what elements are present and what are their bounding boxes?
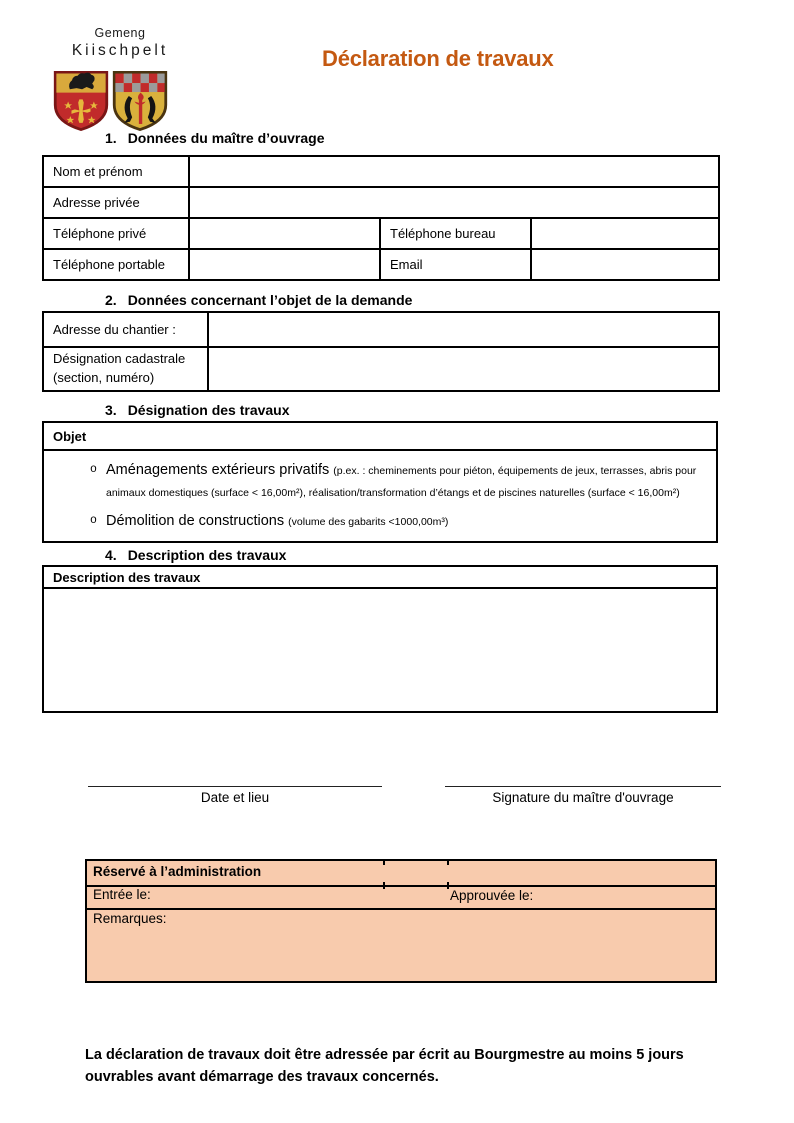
section-3-heading — [105, 402, 290, 418]
admin-dates-row — [86, 886, 716, 909]
objet-options-list — [44, 460, 716, 532]
date-signature-label: Date et lieu — [200, 790, 270, 805]
admin-table-tick — [383, 882, 385, 889]
owner-signature-block — [445, 786, 721, 805]
section-4-heading — [105, 547, 286, 563]
admin-table-tick — [383, 859, 385, 865]
tel-portable-value-cell[interactable] — [189, 249, 380, 280]
table-row — [43, 588, 717, 712]
tel-prive-label: Téléphone privé — [43, 218, 189, 249]
objet-option-amenagements[interactable] — [44, 460, 716, 502]
objet-option-text — [106, 460, 716, 502]
table-row — [86, 909, 716, 982]
bullet-circle-icon: o — [90, 463, 97, 476]
coat-of-arms-lion-cross-icon — [53, 70, 109, 132]
table-row — [86, 860, 716, 886]
table-row — [43, 347, 719, 391]
owner-signature-label: Signature du maître d'ouvrage — [492, 790, 674, 805]
owner-data-table — [42, 155, 720, 281]
tel-portable-label: Téléphone portable — [43, 249, 189, 280]
objet-option-detail: (volume des gabarits <1000,00m³) — [288, 515, 449, 528]
objet-option-text — [106, 511, 716, 533]
email-label: Email — [380, 249, 531, 280]
objet-option-main: Démolition de constructions — [106, 512, 289, 529]
table-row — [86, 886, 716, 909]
bullet-circle-icon: o — [90, 513, 97, 527]
adresse-value-cell[interactable] — [189, 187, 719, 218]
table-row — [43, 450, 717, 542]
designation-label-line1: Désignation cadastrale — [53, 351, 186, 367]
page-title: Déclaration de travaux — [322, 46, 554, 71]
commune-logo — [40, 26, 200, 60]
nom-value-cell[interactable] — [189, 156, 719, 187]
designation-value-cell[interactable] — [208, 347, 719, 391]
section-3-number: 3. — [105, 402, 117, 418]
designation-label-line2: (section, numéro) — [53, 370, 155, 385]
description-table — [42, 565, 718, 713]
entree-label: Entrée le: — [93, 887, 151, 902]
nom-label: Nom et prénom — [43, 156, 189, 187]
objet-option-demolition[interactable] — [44, 511, 716, 533]
description-header: Description des travaux — [43, 566, 717, 588]
objet-option-main: Aménagements extérieurs privatifs — [106, 462, 334, 478]
admin-table-tick — [447, 882, 449, 889]
section-1-title: Données du maître d’ouvrage — [127, 130, 325, 146]
adresse-label: Adresse privée — [43, 187, 189, 218]
table-row — [43, 422, 717, 450]
description-input-area[interactable] — [43, 588, 717, 712]
tel-bureau-label: Téléphone bureau — [380, 218, 531, 249]
coat-of-arms-checky-fish-icon — [112, 70, 168, 132]
coat-of-arms — [53, 70, 168, 132]
objet-options-cell — [43, 450, 717, 542]
section-2-number: 2. — [105, 292, 117, 308]
table-row — [43, 156, 719, 187]
commune-name-line1: Gemeng — [94, 26, 146, 40]
table-row — [43, 312, 719, 347]
approuvee-label: Approuvée le: — [450, 888, 534, 903]
chantier-label: Adresse du chantier : — [43, 312, 208, 347]
section-1-number: 1. — [105, 130, 117, 146]
footer-note: La déclaration de travaux doit être adressée par écrit au Bourgmestre au moins 5 jours ouvrables avant démarrage des travaux concernés. — [85, 1047, 684, 1086]
chantier-value-cell[interactable] — [208, 312, 719, 347]
section-4-title: Description des travaux — [127, 547, 287, 563]
commune-name-line2: Kiischpelt — [71, 42, 169, 59]
objet-option-detail: (p.ex. : cheminements pour piéton, équipements de jeux, terrasses, abris pour animaux domestiques (surface < 16,00m²), réalisation/transformation d’étangs et de piscines naturelles (surface < 16,00m²) — [106, 465, 697, 499]
table-row — [43, 187, 719, 218]
date-signature-block — [88, 786, 382, 805]
section-4-number: 4. — [105, 547, 117, 563]
section-1-heading — [105, 130, 325, 146]
table-row — [43, 249, 719, 280]
request-object-table — [42, 311, 720, 392]
owner-signature-line[interactable] — [445, 786, 721, 787]
admin-table-tick — [447, 859, 449, 865]
works-object-table — [42, 421, 718, 543]
admin-header: Réservé à l’administration — [86, 860, 716, 886]
designation-label — [43, 347, 208, 391]
section-3-title: Désignation des travaux — [127, 402, 290, 418]
section-2-title: Données concernant l’objet de la demande — [127, 292, 413, 308]
tel-prive-value-cell[interactable] — [189, 218, 380, 249]
email-value-cell[interactable] — [531, 249, 719, 280]
admin-remarks-cell[interactable] — [86, 909, 716, 982]
section-2-heading — [105, 292, 412, 308]
date-signature-line[interactable] — [88, 786, 382, 787]
tel-bureau-value-cell[interactable] — [531, 218, 719, 249]
admin-reserved-table — [85, 859, 717, 983]
objet-header: Objet — [43, 422, 717, 450]
table-row — [43, 218, 719, 249]
table-row — [43, 566, 717, 588]
remarques-label: Remarques: — [93, 911, 167, 926]
